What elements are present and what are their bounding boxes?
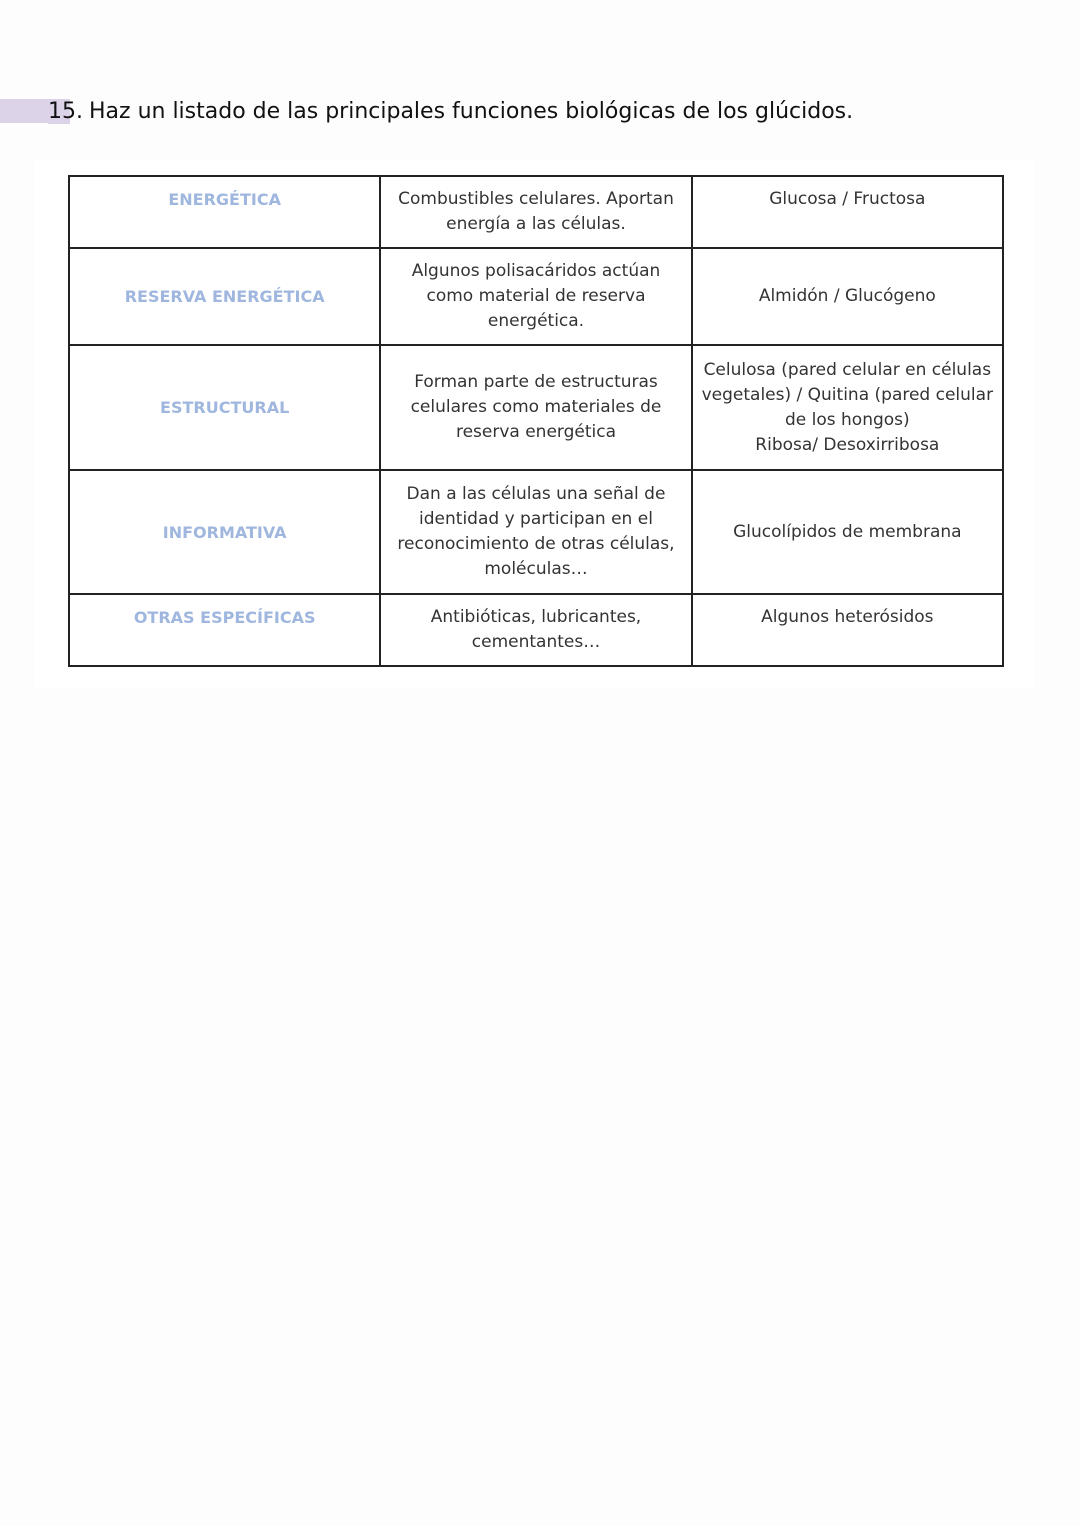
example-line: vegetales) / Quitina (pared celular xyxy=(701,384,994,405)
function-cell: RESERVA ENERGÉTICA xyxy=(69,248,380,345)
question-number: 15. xyxy=(48,98,83,124)
example-cell xyxy=(692,345,1003,470)
example-line: Almidón / Glucógeno xyxy=(758,286,936,306)
example-line: de los hongos) xyxy=(784,409,910,430)
table-container xyxy=(35,160,1035,688)
description-line: celulares como materiales de xyxy=(410,397,662,417)
table-row xyxy=(69,470,1003,594)
table-row xyxy=(69,345,1003,470)
description-line: Dan a las células una señal de xyxy=(406,484,666,504)
example-cell xyxy=(692,470,1003,594)
example-cell xyxy=(692,176,1003,248)
table-row xyxy=(69,248,1003,345)
number-highlight xyxy=(0,99,50,123)
example-line: Glucolípidos de membrana xyxy=(733,521,962,542)
description-line: identidad y participan en el xyxy=(419,509,653,529)
description-line: Antibióticas, lubricantes, xyxy=(430,607,642,627)
description-cell xyxy=(380,345,691,470)
table-row xyxy=(69,594,1003,666)
description-line: Forman parte de estructuras xyxy=(414,372,658,392)
description-line: energía a las células. xyxy=(446,214,626,234)
question-heading xyxy=(0,93,853,129)
function-cell: OTRAS ESPECÍFICAS xyxy=(69,594,380,666)
example-line: Ribosa/ Desoxirribosa xyxy=(755,434,940,455)
description-cell xyxy=(380,176,691,248)
description-line: energética. xyxy=(487,311,585,331)
description-line: cementantes… xyxy=(471,632,601,652)
example-cell xyxy=(692,594,1003,666)
function-cell: ESTRUCTURAL xyxy=(69,345,380,470)
description-line: Algunos polisacáridos actúan xyxy=(411,261,661,281)
description-cell xyxy=(380,248,691,345)
example-cell xyxy=(692,248,1003,345)
description-cell xyxy=(380,594,691,666)
description-line: moléculas… xyxy=(484,559,588,579)
description-line: reserva energética xyxy=(455,422,617,442)
question-text: Haz un listado de las principales funciones biológicas de los glúcidos. xyxy=(89,98,854,124)
carbohydrate-functions-table xyxy=(68,175,1004,667)
example-line: Glucosa / Fructosa xyxy=(769,189,926,209)
description-line: como material de reserva xyxy=(426,286,646,306)
function-cell: INFORMATIVA xyxy=(69,470,380,594)
description-line: reconocimiento de otras células, xyxy=(397,534,675,554)
description-line: Combustibles celulares. Aportan xyxy=(398,189,674,209)
example-line: Algunos heterósidos xyxy=(761,607,934,627)
example-line: Celulosa (pared celular en células xyxy=(703,359,992,380)
function-cell: ENERGÉTICA xyxy=(69,176,380,248)
description-cell xyxy=(380,470,691,594)
table-row xyxy=(69,176,1003,248)
